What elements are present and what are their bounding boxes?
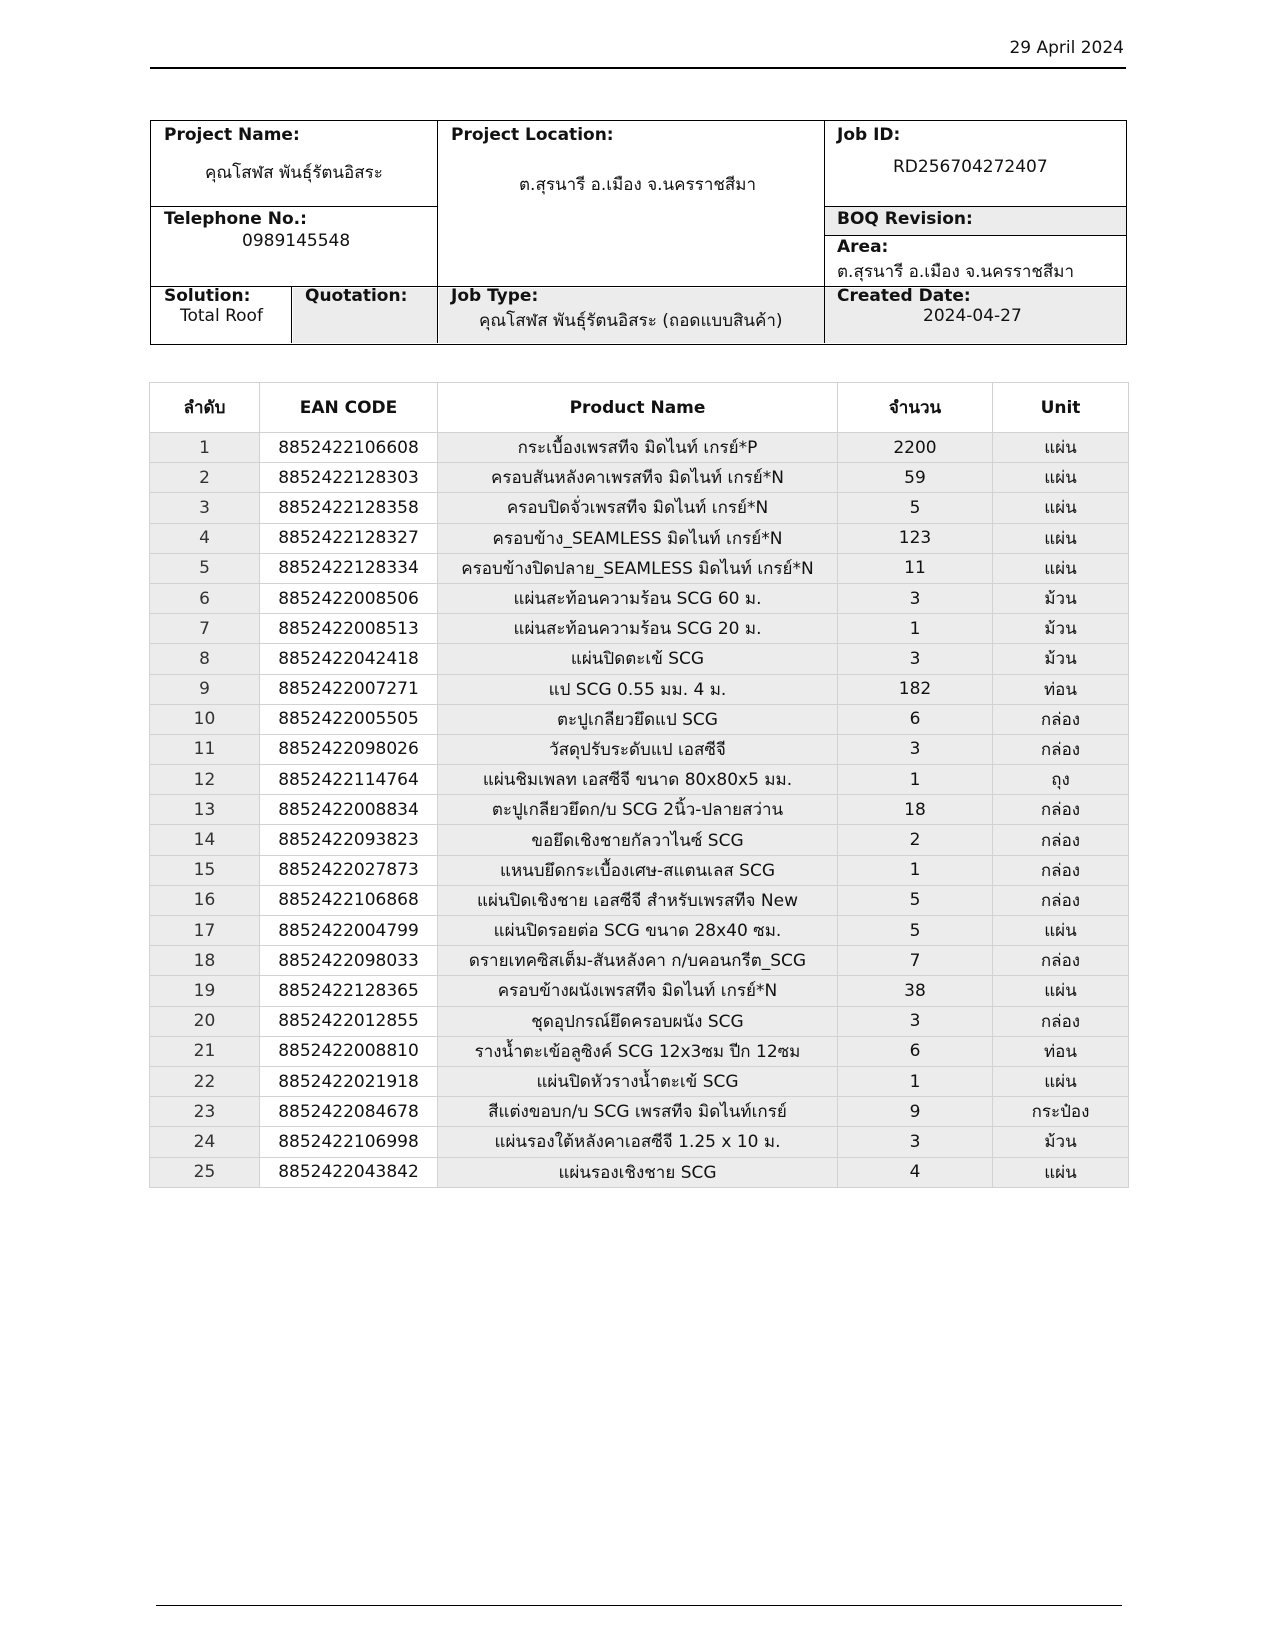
- unit-cell: ท่อน: [993, 674, 1129, 704]
- ean-code-cell: 8852422106998: [260, 1127, 438, 1157]
- quantity-cell: 3: [838, 583, 993, 613]
- product-name-cell: แป SCG 0.55 มม. 4 ม.: [438, 674, 838, 704]
- ean-code-cell: 8852422027873: [260, 855, 438, 885]
- solution-label: Solution:: [164, 286, 251, 306]
- product-name-cell: ตะปูเกลียวยึดก/บ SCG 2นิ้ว-ปลายสว่าน: [438, 795, 838, 825]
- table-row: [150, 674, 1129, 704]
- quantity-cell: 123: [838, 523, 993, 553]
- table-row: [150, 946, 1129, 976]
- quantity-cell: 7: [838, 946, 993, 976]
- job-type-label: Job Type:: [451, 286, 539, 306]
- product-name-cell: แหนบยึดกระเบื้องเศษ-สแตนเลส SCG: [438, 855, 838, 885]
- row-number-cell: 10: [150, 704, 260, 734]
- unit-cell: ถุง: [993, 765, 1129, 795]
- product-name-cell: ตะปูเกลียวยึดแป SCG: [438, 704, 838, 734]
- unit-cell: กล่อง: [993, 885, 1129, 915]
- quantity-cell: 2: [838, 825, 993, 855]
- row-number-cell: 24: [150, 1127, 260, 1157]
- table-row: [150, 885, 1129, 915]
- job-id-value: RD256704272407: [893, 157, 1048, 177]
- product-name-cell: สีแต่งขอบก/บ SCG เพรสทีจ มิดไนท์เกรย์: [438, 1097, 838, 1127]
- product-name-cell: แผ่นปิดรอยต่อ SCG ขนาด 28x40 ซม.: [438, 916, 838, 946]
- product-name-cell: วัสดุปรับระดับแป เอสซีจี: [438, 734, 838, 764]
- table-row: [150, 795, 1129, 825]
- quantity-cell: 1: [838, 855, 993, 885]
- ean-code-cell: 8852422106608: [260, 433, 438, 463]
- unit-cell: ม้วน: [993, 644, 1129, 674]
- quantity-cell: 59: [838, 463, 993, 493]
- unit-cell: กล่อง: [993, 704, 1129, 734]
- divider-vertical: [291, 286, 292, 343]
- unit-cell: กล่อง: [993, 946, 1129, 976]
- ean-code-cell: 8852422093823: [260, 825, 438, 855]
- quantity-cell: 1: [838, 765, 993, 795]
- boq-items-table: [149, 382, 1129, 1188]
- product-name-cell: ครอบข้างผนังเพรสทีจ มิดไนท์ เกรย์*N: [438, 976, 838, 1006]
- unit-cell: ท่อน: [993, 1036, 1129, 1066]
- quantity-cell: 9: [838, 1097, 993, 1127]
- quantity-cell: 2200: [838, 433, 993, 463]
- ean-code-cell: 8852422008513: [260, 614, 438, 644]
- table-row: [150, 493, 1129, 523]
- column-header-unit: Unit: [993, 383, 1129, 433]
- row-number-cell: 19: [150, 976, 260, 1006]
- table-row: [150, 704, 1129, 734]
- unit-cell: แผ่น: [993, 493, 1129, 523]
- quantity-cell: 11: [838, 553, 993, 583]
- row-number-cell: 15: [150, 855, 260, 885]
- quantity-cell: 6: [838, 704, 993, 734]
- divider-horizontal: [151, 206, 438, 207]
- row-number-cell: 9: [150, 674, 260, 704]
- row-number-cell: 25: [150, 1157, 260, 1187]
- divider-horizontal: [824, 235, 1126, 236]
- project-name-value: คุณโสฬส พันธุ์รัตนอิสระ: [205, 163, 383, 183]
- footer-divider: [156, 1605, 1122, 1606]
- boq-revision-label: BOQ Revision:: [837, 209, 973, 229]
- unit-cell: ม้วน: [993, 614, 1129, 644]
- unit-cell: กล่อง: [993, 795, 1129, 825]
- row-number-cell: 2: [150, 463, 260, 493]
- ean-code-cell: 8852422098033: [260, 946, 438, 976]
- ean-code-cell: 8852422128358: [260, 493, 438, 523]
- product-name-cell: รางน้ำตะเข้อลูซิงค์ SCG 12x3ซม ปีก 12ซม: [438, 1036, 838, 1066]
- ean-code-cell: 8852422114764: [260, 765, 438, 795]
- ean-code-cell: 8852422042418: [260, 644, 438, 674]
- product-name-cell: ครอบข้าง_SEAMLESS มิดไนท์ เกรย์*N: [438, 523, 838, 553]
- project-location-value: ต.สุรนารี อ.เมือง จ.นครราชสีมา: [519, 175, 757, 195]
- unit-cell: ม้วน: [993, 1127, 1129, 1157]
- row-number-cell: 18: [150, 946, 260, 976]
- product-name-cell: ครอบปิดจั่วเพรสทีจ มิดไนท์ เกรย์*N: [438, 493, 838, 523]
- row-number-cell: 17: [150, 916, 260, 946]
- product-name-cell: ดรายเทคซิสเต็ม-สันหลังคา ก/บคอนกรีต_SCG: [438, 946, 838, 976]
- row-number-cell: 8: [150, 644, 260, 674]
- ean-code-cell: 8852422008810: [260, 1036, 438, 1066]
- product-name-cell: แผ่นสะท้อนความร้อน SCG 20 ม.: [438, 614, 838, 644]
- unit-cell: กล่อง: [993, 1006, 1129, 1036]
- product-name-cell: แผ่นสะท้อนความร้อน SCG 60 ม.: [438, 583, 838, 613]
- ean-code-cell: 8852422128327: [260, 523, 438, 553]
- unit-cell: กล่อง: [993, 734, 1129, 764]
- quantity-cell: 18: [838, 795, 993, 825]
- column-header-no: ลำดับ: [150, 383, 260, 433]
- row-number-cell: 13: [150, 795, 260, 825]
- product-name-cell: แผ่นปิดหัวรางน้ำตะเข้ SCG: [438, 1066, 838, 1096]
- unit-cell: แผ่น: [993, 976, 1129, 1006]
- unit-cell: แผ่น: [993, 433, 1129, 463]
- quantity-cell: 182: [838, 674, 993, 704]
- product-name-cell: แผ่นรองใต้หลังคาเอสซีจี 1.25 x 10 ม.: [438, 1127, 838, 1157]
- table-row: [150, 734, 1129, 764]
- row-number-cell: 3: [150, 493, 260, 523]
- project-name-label: Project Name:: [164, 125, 300, 145]
- table-row: [150, 855, 1129, 885]
- solution-value: Total Roof: [180, 306, 263, 326]
- area-label: Area:: [837, 237, 889, 257]
- row-number-cell: 12: [150, 765, 260, 795]
- product-name-cell: ขอยึดเชิงชายกัลวาไนซ์ SCG: [438, 825, 838, 855]
- job-type-value: คุณโสฬส พันธุ์รัตนอิสระ (ถอดแบบสินค้า): [479, 311, 783, 331]
- project-location-label: Project Location:: [451, 125, 614, 145]
- table-row: [150, 916, 1129, 946]
- table-row: [150, 1127, 1129, 1157]
- table-row: [150, 1036, 1129, 1066]
- quantity-cell: 3: [838, 1006, 993, 1036]
- ean-code-cell: 8852422128334: [260, 553, 438, 583]
- product-name-cell: แผ่นปิดเชิงชาย เอสซีจี สำหรับเพรสทีจ New: [438, 885, 838, 915]
- document-date: 29 April 2024: [1009, 38, 1124, 58]
- unit-cell: แผ่น: [993, 463, 1129, 493]
- row-number-cell: 14: [150, 825, 260, 855]
- unit-cell: แผ่น: [993, 916, 1129, 946]
- quantity-cell: 3: [838, 644, 993, 674]
- header-divider: [150, 67, 1126, 69]
- row-number-cell: 4: [150, 523, 260, 553]
- table-row: [150, 1157, 1129, 1187]
- row-number-cell: 7: [150, 614, 260, 644]
- ean-code-cell: 8852422004799: [260, 916, 438, 946]
- table-row: [150, 583, 1129, 613]
- product-name-cell: ครอบข้างปิดปลาย_SEAMLESS มิดไนท์ เกรย์*N: [438, 553, 838, 583]
- ean-code-cell: 8852422005505: [260, 704, 438, 734]
- row-number-cell: 22: [150, 1066, 260, 1096]
- divider-vertical: [437, 121, 438, 343]
- column-header-quantity: จำนวน: [838, 383, 993, 433]
- area-value: ต.สุรนารี อ.เมือง จ.นครราชสีมา: [837, 262, 1075, 282]
- quantity-cell: 5: [838, 493, 993, 523]
- table-row: [150, 644, 1129, 674]
- ean-code-cell: 8852422106868: [260, 885, 438, 915]
- ean-code-cell: 8852422021918: [260, 1066, 438, 1096]
- table-row: [150, 433, 1129, 463]
- table-body: [150, 433, 1129, 1188]
- quantity-cell: 5: [838, 916, 993, 946]
- table-row: [150, 553, 1129, 583]
- ean-code-cell: 8852422128365: [260, 976, 438, 1006]
- ean-code-cell: 8852422008834: [260, 795, 438, 825]
- product-name-cell: ครอบสันหลังคาเพรสทีจ มิดไนท์ เกรย์*N: [438, 463, 838, 493]
- column-header-ean: EAN CODE: [260, 383, 438, 433]
- column-header-product: Product Name: [438, 383, 838, 433]
- telephone-value: 0989145548: [242, 231, 351, 251]
- ean-code-cell: 8852422012855: [260, 1006, 438, 1036]
- table-header-row: [150, 383, 1129, 433]
- unit-cell: แผ่น: [993, 553, 1129, 583]
- project-info-table: [150, 120, 1127, 345]
- ean-code-cell: 8852422084678: [260, 1097, 438, 1127]
- ean-code-cell: 8852422008506: [260, 583, 438, 613]
- row-number-cell: 21: [150, 1036, 260, 1066]
- row-number-cell: 20: [150, 1006, 260, 1036]
- unit-cell: กระป๋อง: [993, 1097, 1129, 1127]
- quotation-label: Quotation:: [305, 286, 408, 306]
- ean-code-cell: 8852422007271: [260, 674, 438, 704]
- row-number-cell: 23: [150, 1097, 260, 1127]
- telephone-label: Telephone No.:: [164, 209, 307, 229]
- row-number-cell: 16: [150, 885, 260, 915]
- divider-horizontal: [151, 286, 1126, 287]
- job-id-label: Job ID:: [837, 125, 901, 145]
- quantity-cell: 5: [838, 885, 993, 915]
- unit-cell: กล่อง: [993, 855, 1129, 885]
- table-row: [150, 614, 1129, 644]
- quantity-cell: 1: [838, 614, 993, 644]
- row-number-cell: 6: [150, 583, 260, 613]
- product-name-cell: ชุดอุปกรณ์ยึดครอบผนัง SCG: [438, 1006, 838, 1036]
- unit-cell: ม้วน: [993, 583, 1129, 613]
- table-row: [150, 1097, 1129, 1127]
- table-row: [150, 1066, 1129, 1096]
- ean-code-cell: 8852422043842: [260, 1157, 438, 1187]
- quantity-cell: 4: [838, 1157, 993, 1187]
- quantity-cell: 3: [838, 734, 993, 764]
- quantity-cell: 1: [838, 1066, 993, 1096]
- product-name-cell: แผ่นชิมเพลท เอสซีจี ขนาด 80x80x5 มม.: [438, 765, 838, 795]
- table-row: [150, 463, 1129, 493]
- quantity-cell: 38: [838, 976, 993, 1006]
- unit-cell: แผ่น: [993, 1066, 1129, 1096]
- ean-code-cell: 8852422128303: [260, 463, 438, 493]
- row-number-cell: 5: [150, 553, 260, 583]
- table-row: [150, 523, 1129, 553]
- product-name-cell: แผ่นปิดตะเข้ SCG: [438, 644, 838, 674]
- row-number-cell: 11: [150, 734, 260, 764]
- quantity-cell: 6: [838, 1036, 993, 1066]
- product-name-cell: แผ่นรองเชิงชาย SCG: [438, 1157, 838, 1187]
- unit-cell: แผ่น: [993, 1157, 1129, 1187]
- table-row: [150, 976, 1129, 1006]
- unit-cell: แผ่น: [993, 523, 1129, 553]
- unit-cell: กล่อง: [993, 825, 1129, 855]
- product-name-cell: กระเบื้องเพรสทีจ มิดไนท์ เกรย์*P: [438, 433, 838, 463]
- created-date-value: 2024-04-27: [923, 306, 1022, 326]
- created-date-label: Created Date:: [837, 286, 971, 306]
- ean-code-cell: 8852422098026: [260, 734, 438, 764]
- table-row: [150, 765, 1129, 795]
- quantity-cell: 3: [838, 1127, 993, 1157]
- row-number-cell: 1: [150, 433, 260, 463]
- table-row: [150, 1006, 1129, 1036]
- table-row: [150, 825, 1129, 855]
